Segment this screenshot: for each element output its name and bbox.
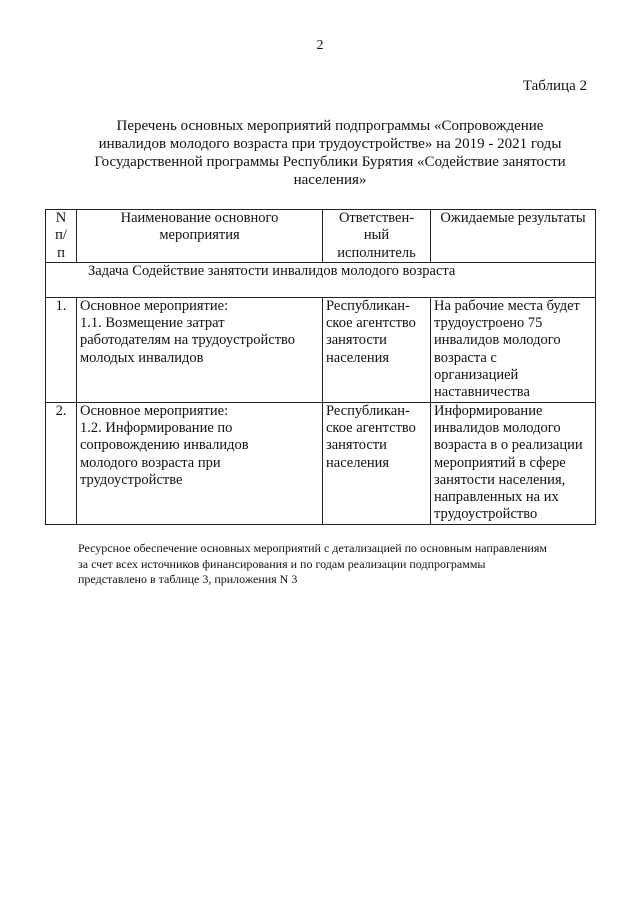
row-number: 1. bbox=[46, 297, 77, 402]
footnote bbox=[78, 541, 598, 588]
row-expected-results: На рабочие места будет трудоустроено 75 инвалидов молодого возраста с организацией наставничества bbox=[431, 297, 596, 402]
measures-table bbox=[45, 209, 596, 525]
task-row bbox=[46, 262, 596, 297]
footnote-line: представлено в таблице 3, приложения N 3 bbox=[78, 572, 298, 586]
row-measure-name: Основное мероприятие: 1.2. Информирование по сопровождению инвалидов молодого возраста при трудоустройстве bbox=[77, 402, 323, 524]
row-responsible: Республикан- ское агентство занятости населения bbox=[323, 297, 431, 402]
title-line: Перечень основных мероприятий подпрограммы «Сопровождение bbox=[116, 118, 544, 134]
header-number: N п/ п bbox=[46, 210, 77, 263]
footnote-line: Ресурсное обеспечение основных мероприятий с детализацией по основным направлениям bbox=[78, 541, 547, 555]
header-measure-name: Наименование основного мероприятия bbox=[77, 210, 323, 263]
title-line: Государственной программы Республики Бурятия «Содействие занятости bbox=[94, 154, 566, 170]
title-line: инвалидов молодого возраста при трудоустройстве» на 2019 - 2021 годы bbox=[98, 136, 562, 152]
header-expected-results: Ожидаемые результаты bbox=[431, 210, 596, 263]
table-label: Таблица 2 bbox=[522, 78, 587, 94]
task-cell: Задача Содействие занятости инвалидов молодого возраста bbox=[46, 262, 596, 297]
table-row bbox=[46, 402, 596, 524]
table-header-row bbox=[46, 210, 596, 263]
row-expected-results: Информирование инвалидов молодого возраста в о реализации мероприятий в сфере занятости населения, направленных на их трудоустройство bbox=[431, 402, 596, 524]
row-measure-name: Основное мероприятие: 1.1. Возмещение затрат работодателям на трудоустройство молодых инвалидов bbox=[77, 297, 323, 402]
document-title bbox=[80, 117, 580, 189]
table-row bbox=[46, 297, 596, 402]
page-number: 2 bbox=[316, 38, 324, 53]
row-number: 2. bbox=[46, 402, 77, 524]
footnote-line: за счет всех источников финансирования и по годам реализации подпрограммы bbox=[78, 556, 486, 571]
title-line: населения» bbox=[293, 172, 367, 188]
row-responsible: Республикан- ское агентство занятости населения bbox=[323, 402, 431, 524]
header-responsible: Ответствен- ный исполнитель bbox=[323, 210, 431, 263]
